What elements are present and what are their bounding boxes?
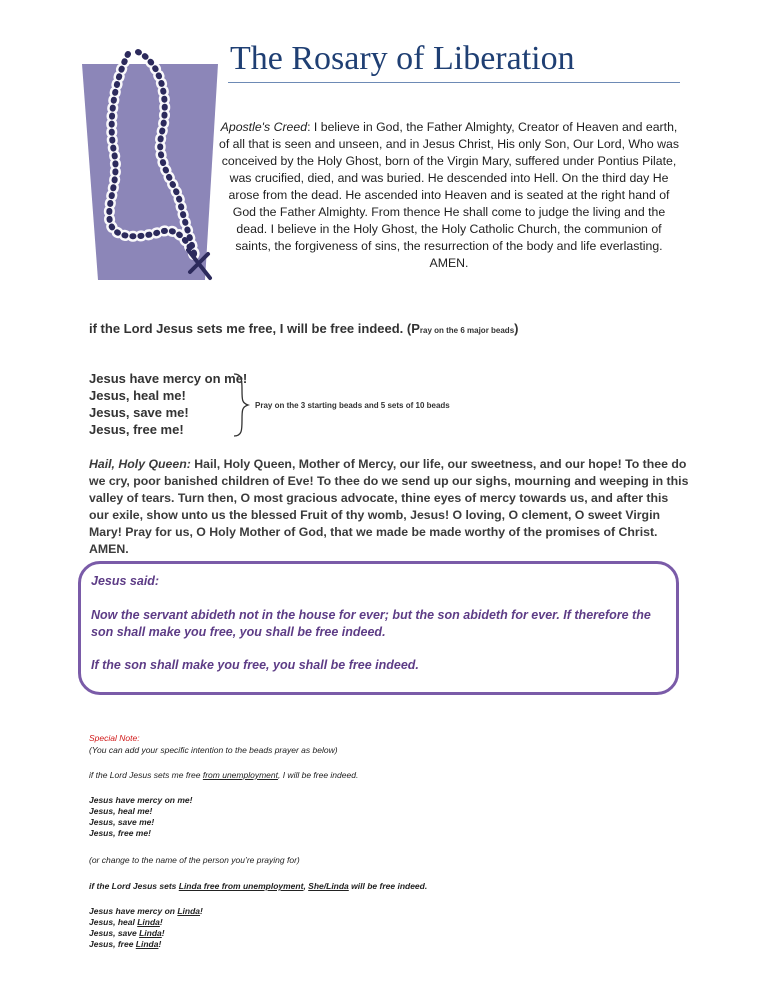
- change-name-note: (or change to the name of the person you’re praying for): [89, 855, 300, 865]
- name: She/Linda: [308, 881, 349, 891]
- mercy-line: Jesus, free me!: [89, 828, 151, 838]
- text: will be free indeed.: [348, 881, 428, 891]
- apostles-creed: [218, 119, 680, 272]
- mercy-line: Jesus, heal me!: [89, 388, 186, 403]
- mercy-line: Jesus have mercy on me!: [89, 795, 193, 805]
- mercy-line: Jesus, save Linda!: [89, 928, 165, 938]
- special-note-title: Special Note:: [89, 733, 140, 743]
- quote-text-short: If the son shall make you free, you shall be free indeed.: [91, 658, 419, 672]
- mercy-line: Jesus, free me!: [89, 422, 184, 437]
- mercy-prayer: [89, 370, 247, 438]
- queen-label: Hail, Holy Queen:: [89, 457, 191, 471]
- mercy-line: Jesus, save me!: [89, 405, 189, 420]
- text: , I will be free indeed.: [277, 770, 359, 780]
- special-note-subtitle: (You can add your specific intention to the beads prayer as below): [89, 745, 338, 755]
- hail-holy-queen: [89, 456, 689, 558]
- mercy-line: Jesus, heal me!: [89, 806, 153, 816]
- queen-text: Hail, Holy Queen, Mother of Mercy, our life, our sweetness, and our hope! To thee do we cry, poor banished children of Eve! To thee do we send up our sighs, mourning and weeping in this valley of tears. Turn then, O most gracious advocate, thine eyes of mercy towards us, and after this our exile, show unto us the blessed Fruit of thy womb, Jesus! O loving, O clement, O sweet Virgin Mary! Pray for us, O Holy Mother of God, that we made be made worthy of the promises of Christ. AMEN.: [89, 457, 689, 556]
- mercy-line: Jesus have mercy on me!: [89, 371, 248, 386]
- title-divider: [228, 82, 680, 83]
- beads-instruction: Pray on the 3 starting beads and 5 sets of 10 beads: [255, 401, 450, 410]
- major-beads-text: if the Lord Jesus sets me free, I will be free indeed. (P: [89, 321, 420, 336]
- major-beads-close: ): [514, 321, 519, 336]
- intention: from unemployment: [202, 770, 278, 780]
- creed-label: Apostle's Creed: [220, 120, 308, 134]
- quote-text: Now the servant abideth not in the house for ever; but the son abideth for ever. If therefore the son shall make you free, you shall be free indeed.: [91, 608, 651, 639]
- text: if the Lord Jesus sets me free: [89, 770, 203, 780]
- example-mercy-prayer-named: [89, 906, 203, 950]
- major-beads-prayer: [89, 321, 519, 336]
- page-title: The Rosary of Liberation: [230, 40, 575, 77]
- mercy-line: Jesus, heal Linda!: [89, 917, 163, 927]
- major-beads-note: ray on the 6 major beads: [419, 326, 515, 335]
- example-mercy-prayer: [89, 795, 192, 839]
- rosary-illustration: [80, 42, 220, 282]
- mercy-line: Jesus, save me!: [89, 817, 155, 827]
- intention: Linda free from unemployment: [178, 881, 304, 891]
- text: ,: [303, 881, 309, 891]
- mercy-line: Jesus have mercy on Linda!: [89, 906, 203, 916]
- curly-brace: [232, 372, 250, 438]
- quote-heading: Jesus said:: [91, 574, 160, 588]
- example-free-line-named: [89, 881, 427, 892]
- mercy-line: Jesus, free Linda!: [89, 939, 162, 949]
- creed-text: : I believe in God, the Father Almighty, Creator of Heaven and earth, of all that is seen and unseen, and in Jesus Christ, His only Son, Our Lord, Who was conceived by the Holy Ghost, born of the Virgin Mary, suffered under Pontius Pilate, was crucified, died, and was buried. He descended into Hell. On the third day He arose from the dead. He ascended into Heaven and is seated at the right hand of God the Father Almighty. From thence He shall come to judge the living and the dead. I believe in the Holy Ghost, the Holy Catholic Church, the communion of saints, the forgiveness of sins, the resurrection of the body and life everlasting. AMEN.: [218, 120, 679, 270]
- text: if the Lord Jesus sets: [89, 881, 179, 891]
- example-free-line: [89, 770, 358, 781]
